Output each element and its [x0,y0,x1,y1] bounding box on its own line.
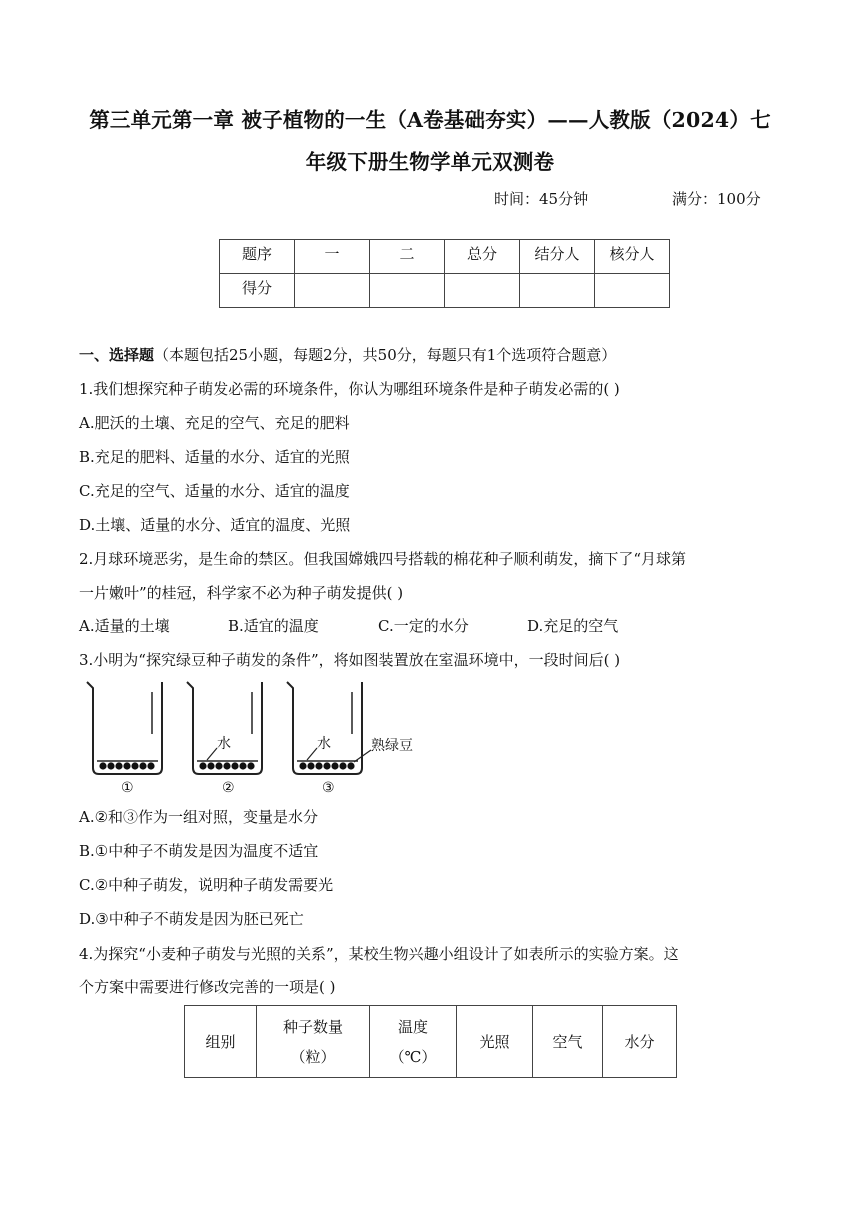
question-2-option-d: D.充足的空气 [527,617,619,635]
question-2-stem-line-1: 2.月球环境恶劣，是生命的禁区。但我国嫦娥四号搭载的棉花种子顺利萌发，摘下了“月球第 [79,550,686,568]
page-title-line-2: 年级下册生物学单元双测卷 [305,150,555,174]
experiment-table [184,1005,677,1078]
question-4-stem-line-1: 4.为探究“小麦种子萌发与光照的关系”，某校生物兴趣小组设计了如表所示的实验方案。这 [79,945,679,963]
score-table-header: 题序 [220,240,295,274]
score-table-header-row [220,240,670,274]
experiment-header-light: 光照 [457,1006,533,1078]
score-table-header: 一 [295,240,370,274]
score-row-label: 得分 [220,274,295,308]
score-table-header: 结分人 [520,240,595,274]
question-1-option-a: A.肥沃的土壤、充足的空气、充足的肥料 [79,414,350,432]
beaker-label-1: ① [121,780,134,796]
question-2-option-b: B.适宜的温度 [228,617,319,635]
score-table [219,239,670,308]
question-2-option-c: C.一定的水分 [378,617,469,635]
score-table-header: 核分人 [595,240,670,274]
section-title: 一、选择题 [79,346,155,364]
score-cell[interactable] [445,274,520,308]
question-2-stem-line-2: 一片嫩叶”的桂冠，科学家不必为种子萌发提供( ) [79,584,404,602]
beaker-label-3: ③ [322,780,335,796]
section-description: （本题包括25小题，每题2分，共50分，每题只有1个选项符合题意） [154,346,617,364]
cooked-bean-label: 熟绿豆 [371,738,413,754]
question-3-option-c: C.②中种子萌发，说明种子萌发需要光 [79,876,334,894]
question-2-options [79,615,679,635]
question-1-option-c: C.充足的空气、适量的水分、适宜的温度 [79,482,350,500]
beaker-figure [79,676,429,798]
water-label-3: 水 [317,736,331,752]
question-4-stem-line-2: 个方案中需要进行修改完善的一项是( ) [79,978,336,996]
exam-time: 时间：45分钟 [494,190,589,208]
beaker-label-2: ② [222,780,235,796]
score-cell[interactable] [520,274,595,308]
section-heading [79,344,616,365]
score-cell[interactable] [595,274,670,308]
question-3-stem: 3.小明为“探究绿豆种子萌发的条件”，将如图装置放在室温环境中，一段时间后( ) [79,651,621,669]
question-1-stem: 1.我们想探究种子萌发必需的环境条件，你认为哪组环境条件是种子萌发必需的( ) [79,380,620,398]
question-1-option-b: B.充足的肥料、适量的水分、适宜的光照 [79,448,350,466]
question-2-option-a: A.适量的土壤 [79,617,170,635]
experiment-header-water: 水分 [603,1006,677,1078]
question-3-option-b: B.①中种子不萌发是因为温度不适宜 [79,842,319,860]
score-table-header: 总分 [445,240,520,274]
water-label-2: 水 [217,736,231,752]
page-title-line-1: 第三单元第一章 被子植物的一生（A卷基础夯实）——人教版（2024）七 [89,108,771,132]
score-table-score-row [220,274,670,308]
beaker-1 [87,682,162,774]
question-3-option-d: D.③中种子不萌发是因为胚已死亡 [79,910,304,928]
experiment-header-air: 空气 [533,1006,603,1078]
score-cell[interactable] [370,274,445,308]
question-3-option-a: A.②和③作为一组对照，变量是水分 [79,808,319,826]
beaker-3 [287,682,362,774]
full-score: 满分：100分 [672,190,761,208]
question-1-option-d: D.土壤、适量的水分、适宜的温度、光照 [79,516,351,534]
score-table-header: 二 [370,240,445,274]
experiment-header-temperature: 温度 （℃） [370,1006,457,1078]
beaker-2 [187,682,262,774]
score-cell[interactable] [295,274,370,308]
experiment-table-header-row [185,1006,677,1078]
experiment-header-group: 组别 [185,1006,257,1078]
experiment-header-seed-count: 种子数量 （粒） [257,1006,370,1078]
